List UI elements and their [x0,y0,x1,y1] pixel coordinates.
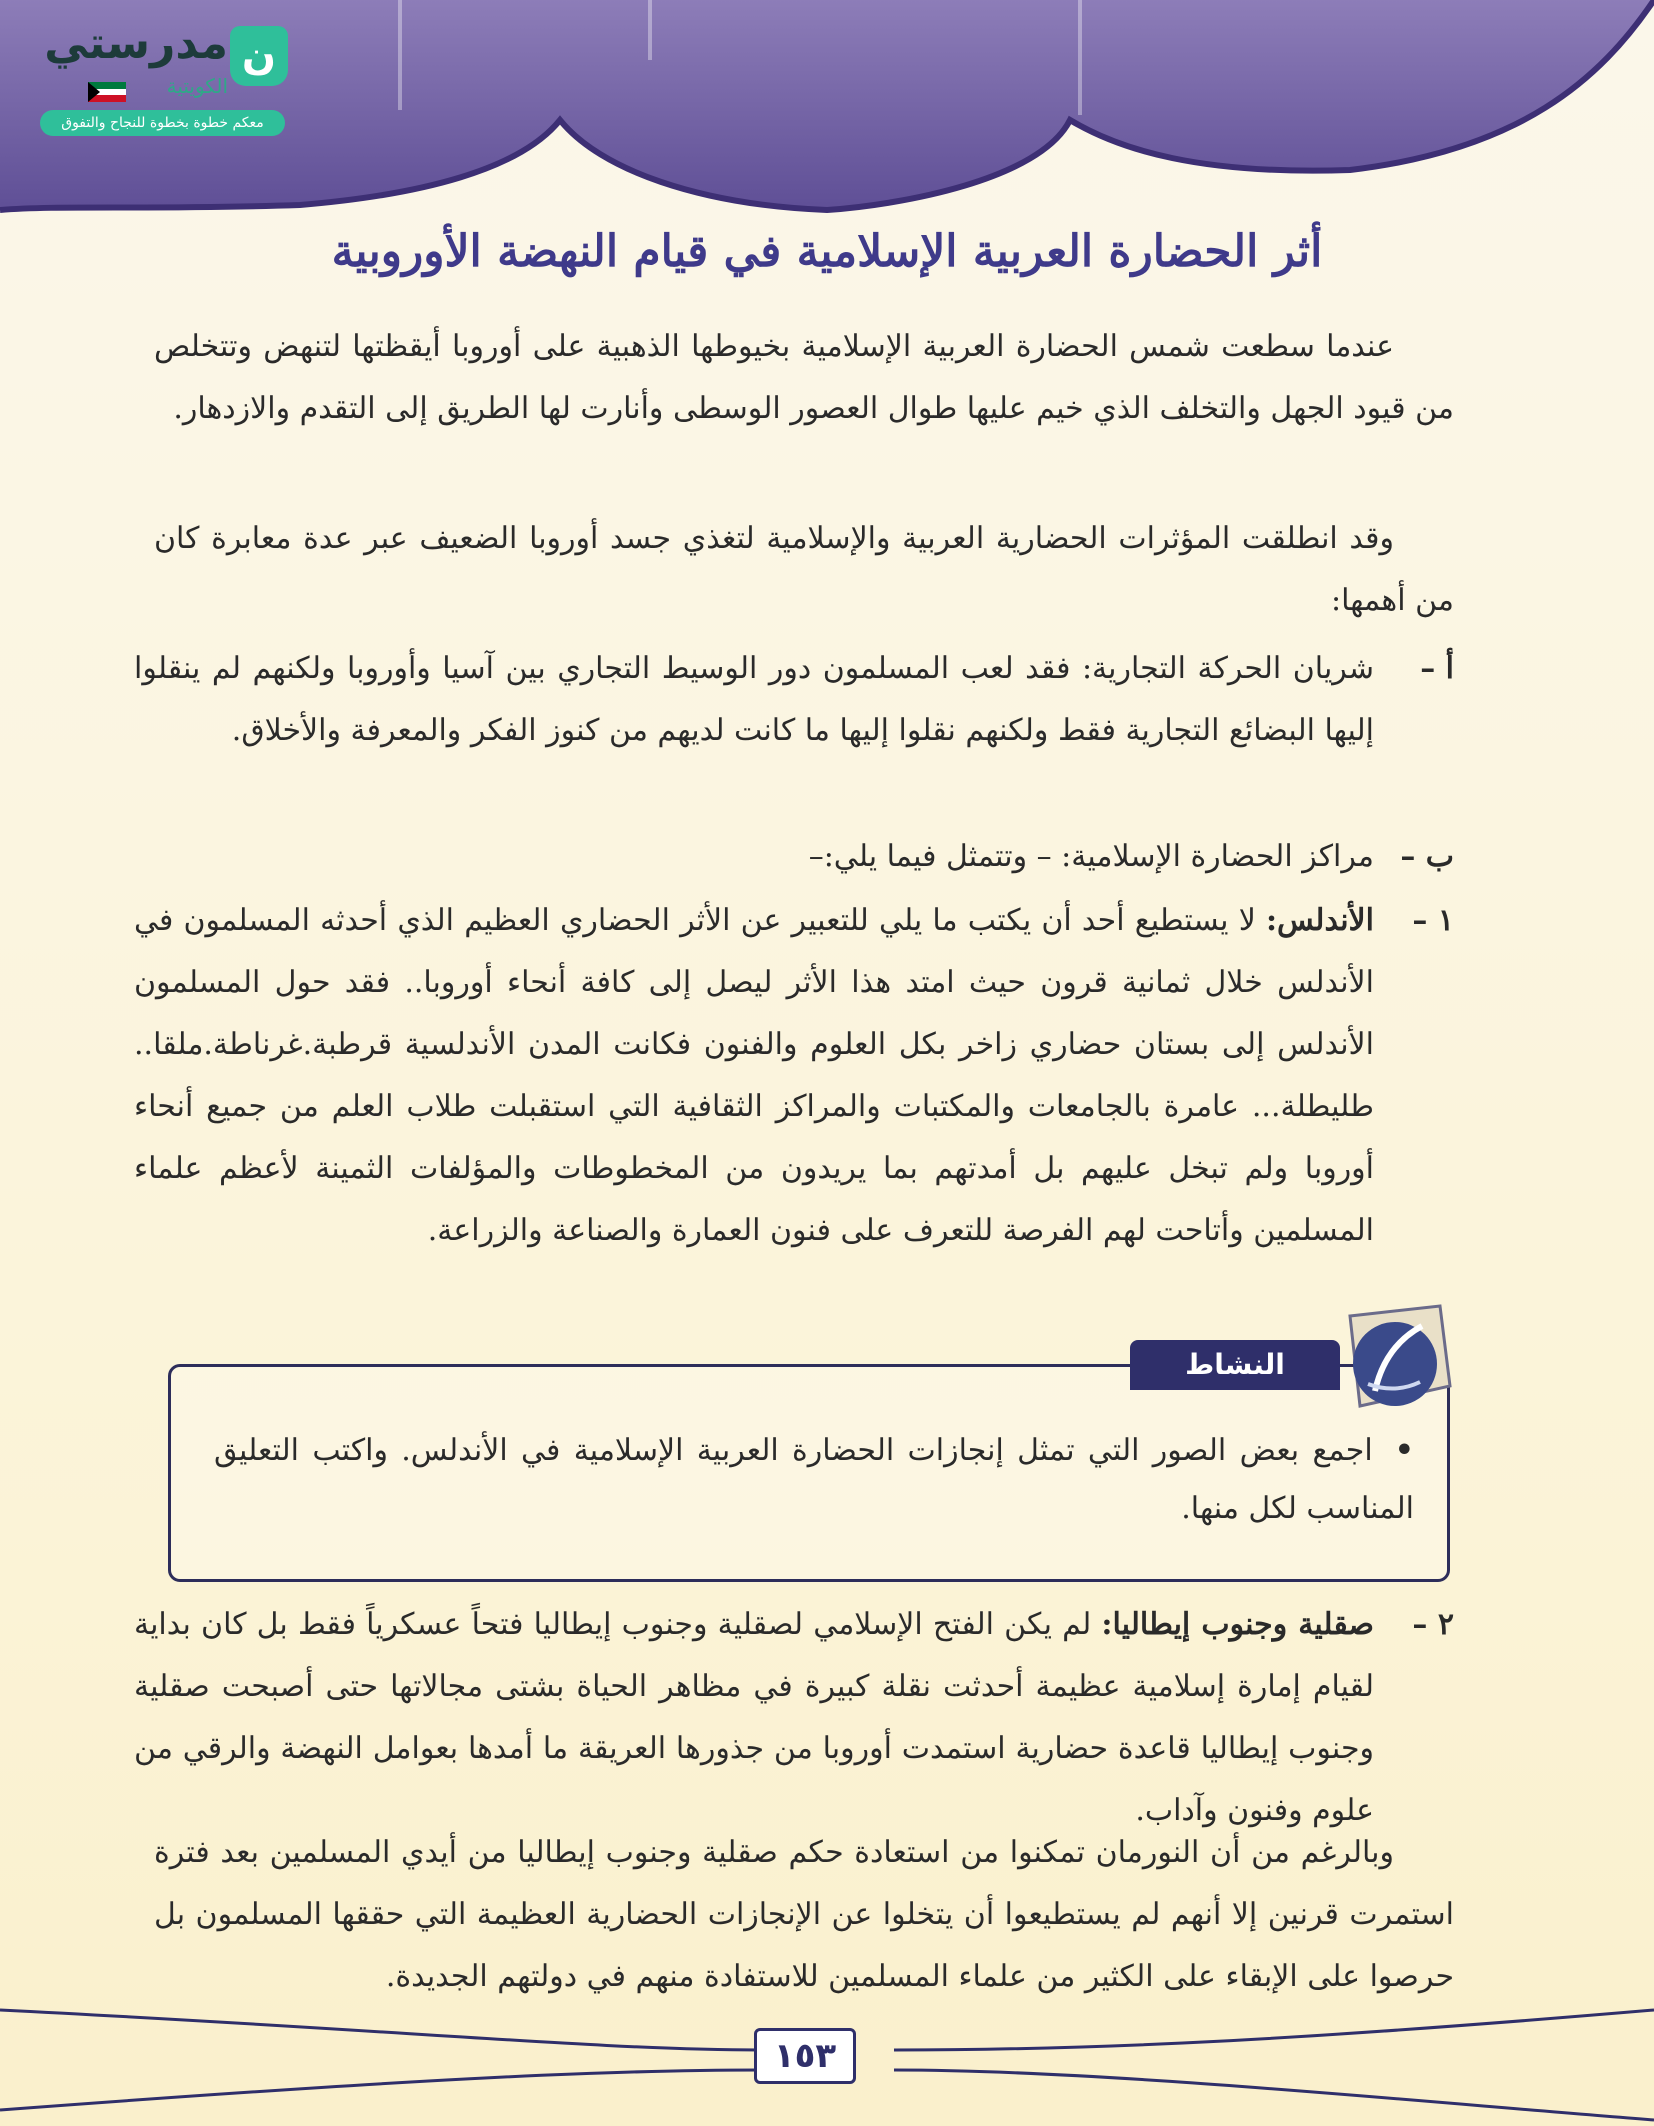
page-number-badge [740,2020,864,2090]
item-a-text: شريان الحركة التجارية: فقد لعب المسلمون دور الوسيط التجاري بين آسيا وأوروبا ولكنهم لم ينقلوا إليها البضائع التجارية فقط ولكنهم نقلوا إليها ما كانت لديهم من كنوز الفكر والمعرفة والأخلاق. [134,651,1374,748]
item-2-marker: ٢ – [1412,1607,1454,1642]
site-logo [30,18,290,131]
logo-subtitle: الكويتية [166,74,228,98]
logo-mark-icon: ن [230,26,288,86]
logo-name: مدرستي [44,18,228,69]
item-1-lead: الأندلس: [1265,903,1374,938]
list-item-a [134,638,1454,762]
closing-paragraph: وبالرغم من أن النورمان تمكنوا من استعادة حكم صقلية وجنوب إيطاليا من أيدي المسلمين بعد فترة استمرت قرنين إلا أنهم لم يستطيعوا أن يتخلوا عن الإنجازات الحضارية العظيمة التي حققها المسلمون بل حرصوا على الإبقاء على الكثير من علماء المسلمين للاستفادة منهم في دولتهم الجديدة. [154,1835,1454,1994]
quill-icon [1330,1296,1460,1416]
item-a-marker: أ – [1420,651,1454,686]
list-item-1 [134,890,1454,1262]
item-1-text: لا يستطيع أحد أن يكتب ما يلي للتعبير عن الأثر الحضاري العظيم الذي أحدثه المسلمون في الأندلس خلال ثمانية قرون حيث امتد هذا الأثر ليصل إلى كافة أنحاء أوروبا.. فقد حول المسلمون الأندلس إلى بستان حضاري زاخر بكل العلوم والفنون فكانت المدن الأندلسية قرطبة.غرناطة.ملقا.. طليطلة... عامرة بالجامعات والمكتبات والمراكز الثقافية التي استقبلت طلاب العلم من جميع أنحاء أوروبا ولم تبخل عليهم بل أمدتهم بما يريدون من المخطوطات والمؤلفات الثمينة لأعظم علماء المسلمين وأتاحت لهم الفرصة للتعرف على فنون العمارة والصناعة والزراعة. [134,903,1374,1248]
list-item-2 [134,1594,1454,1842]
item-1-marker: ١ – [1412,903,1454,938]
page-number: ١٥٣ [754,2028,856,2084]
activity-bullet: • [1394,1433,1414,1468]
item-2-text: لم يكن الفتح الإسلامي لصقلية وجنوب إيطاليا فتحاً عسكرياً فقط بل كان بداية لقيام إمارة إسلامية عظيمة أحدثت نقلة كبيرة في مظاهر الحياة بشتى مجالاتها حتى أصبحت صقلية وجنوب إيطاليا قاعدة حضارية استمدت أوروبا من جذورها العريقة ما أمدها بعوامل النهضة والرقي من علوم وفنون وآداب. [134,1607,1374,1828]
item-b-text: مراكز الحضارة الإسلامية: – وتتمثل فيما يلي:– [808,839,1374,874]
routes-paragraph: وقد انطلقت المؤثرات الحضارية العربية والإسلامية لتغذي جسد أوروبا الضعيف عبر عدة معابرة كان من أهمها: [154,521,1454,618]
logo-tagline: معكم خطوة بخطوة للنجاح والتفوق [40,110,285,136]
list-item-b [134,826,1454,888]
intro-paragraph: عندما سطعت شمس الحضارة العربية الإسلامية بخيوطها الذهبية على أوروبا أيقظتها لتنهض وتتخلص من قيود الجهل والتخلف الذي خيم عليها طوال العصور الوسطى وأنارت لها الطريق إلى التقدم والازدهار. [154,329,1454,426]
page-title: أثر الحضارة العربية الإسلامية في قيام النهضة الأوروبية [331,226,1323,277]
item-2-lead: صقلية وجنوب إيطاليا: [1101,1607,1374,1642]
activity-text: اجمع بعض الصور التي تمثل إنجازات الحضارة العربية الإسلامية في الأندلس. واكتب التعليق المناسب لكل منها. [214,1433,1414,1526]
item-b-marker: ب – [1400,839,1454,874]
activity-label: النشاط [1130,1340,1340,1390]
activity-text-row [214,1422,1414,1538]
